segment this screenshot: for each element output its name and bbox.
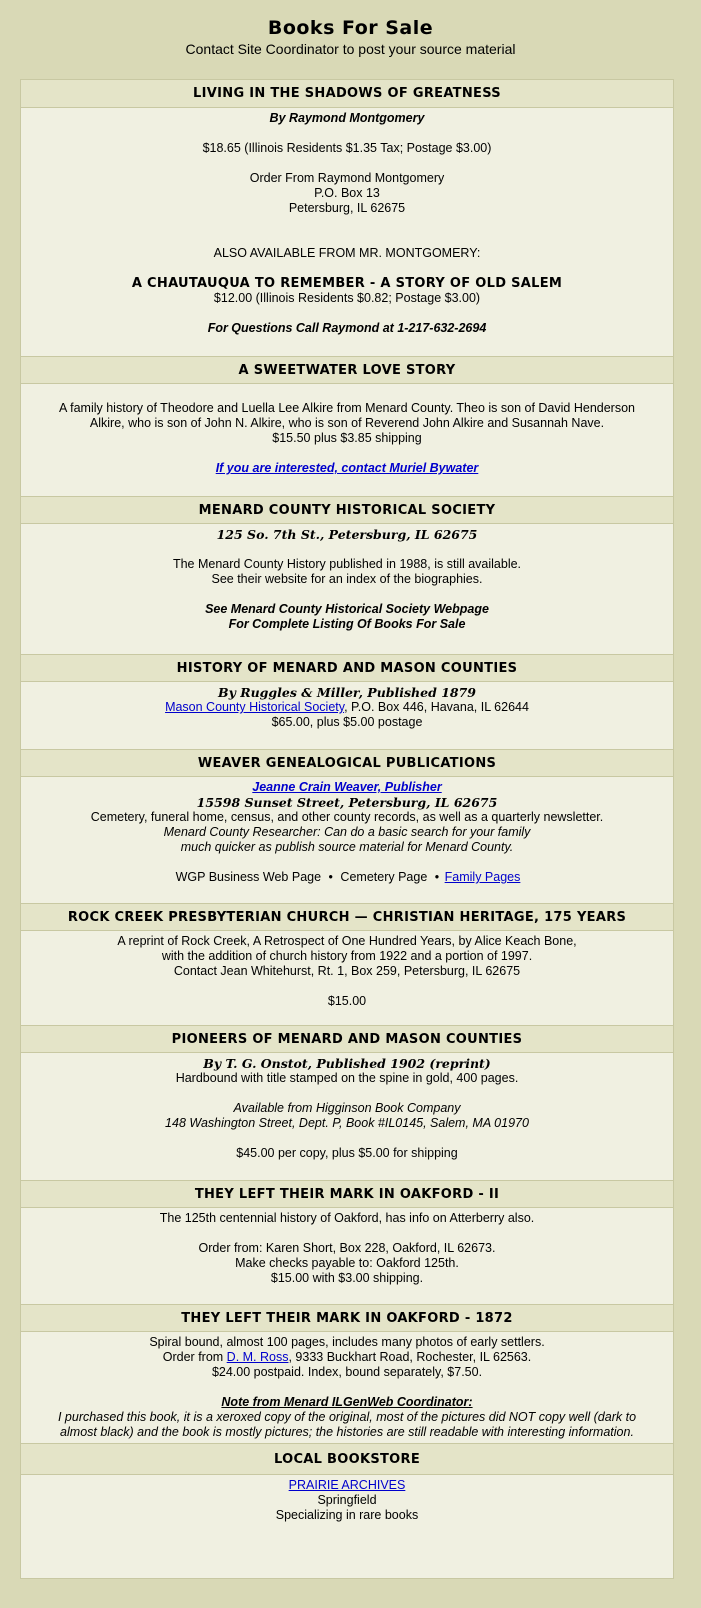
contact-muriel-link[interactable]: If you are interested, contact Muriel Bywater (215, 461, 479, 475)
section-heading-historical-society: MENARD COUNTY HISTORICAL SOCIETY (21, 496, 673, 524)
order-line: Petersburg, IL 62675 (288, 201, 406, 215)
order-line: $15.00 with $3.00 shipping. (270, 1271, 424, 1285)
price: $65.00, plus $5.00 postage (271, 715, 423, 729)
section-body-local-bookstore (21, 1475, 673, 1535)
bullet: • (434, 870, 440, 884)
section-body-rock-creek (21, 931, 673, 1025)
order-line: P.O. Box 13 (314, 186, 380, 200)
author: By Ruggles & Miller, Published 1879 (218, 685, 476, 700)
price: $24.00 postpaid. Index, bound separately, $7.50. (211, 1365, 483, 1379)
order-line: Order From Raymond Montgomery (249, 171, 445, 185)
section-heading-oakford-1872: THEY LEFT THEIR MARK IN OAKFORD - 1872 (21, 1304, 673, 1332)
description-line: much quicker as publish source material for Menard County. (180, 840, 514, 854)
cemetery-page-link[interactable]: Cemetery Page (340, 870, 428, 884)
section-body-history-menard-mason (21, 682, 673, 749)
section-body-sweetwater (21, 384, 673, 496)
wgp-business-page-link[interactable]: WGP Business Web Page (175, 870, 322, 884)
price: $12.00 (Illinois Residents $0.82; Postage $3.00) (213, 291, 481, 305)
society-address: , P.O. Box 446, Havana, IL 62644 (344, 700, 529, 714)
book-title: A CHAUTAUQUA TO REMEMBER - A STORY OF OLD SALEM (131, 276, 563, 291)
section-heading-living-in-shadows: LIVING IN THE SHADOWS OF GREATNESS (21, 80, 673, 108)
section-heading-history-menard-mason: HISTORY OF MENARD AND MASON COUNTIES (21, 654, 673, 682)
description-line: See their website for an index of the biographies. (211, 572, 483, 586)
page-title: Books For Sale (267, 17, 434, 39)
page-subtitle: Contact Site Coordinator to post your source material (185, 41, 516, 57)
books-table (20, 79, 674, 1579)
price: $15.50 plus $3.85 shipping (272, 431, 422, 445)
description-line: The Menard County History published in 1988, is still available. (172, 557, 522, 571)
section-heading-rock-creek: ROCK CREEK PRESBYTERIAN CHURCH — CHRISTIAN HERITAGE, 175 YEARS (21, 903, 673, 931)
bookstore-description: Specializing in rare books (275, 1508, 419, 1522)
availability-line: Available from Higginson Book Company (233, 1101, 461, 1115)
price: $18.65 (Illinois Residents $1.35 Tax; Postage $3.00) (202, 141, 492, 155)
prairie-archives-link[interactable]: PRAIRIE ARCHIVES (288, 1478, 406, 1492)
section-heading-weaver: WEAVER GENEALOGICAL PUBLICATIONS (21, 749, 673, 777)
section-body-oakford-ii (21, 1208, 673, 1304)
description-line: Cemetery, funeral home, census, and other county records, as well as a quarterly newsletter. (90, 810, 604, 824)
see-webpage-line: See Menard County Historical Society Webpage (205, 602, 489, 616)
section-heading-oakford-ii: THEY LEFT THEIR MARK IN OAKFORD - II (21, 1180, 673, 1208)
dm-ross-link[interactable]: D. M. Ross (226, 1350, 289, 1364)
bullet: • (328, 870, 333, 884)
weaver-links-row (21, 870, 673, 885)
description-line: Alkire, who is son of John N. Alkire, who is son of Reverend John Alkire and Susannah Nave. (89, 416, 605, 430)
description-line: Hardbound with title stamped on the spine in gold, 400 pages. (175, 1071, 519, 1085)
section-body-weaver (21, 777, 673, 903)
bookstore-city: Springfield (317, 1493, 377, 1507)
description-line: A family history of Theodore and Luella Lee Alkire from Menard County. Theo is son of David Henderson (58, 401, 635, 415)
description-line: Contact Jean Whitehurst, Rt. 1, Box 259, Petersburg, IL 62675 (173, 964, 521, 978)
coordinator-note-heading: Note from Menard ILGenWeb Coordinator: (221, 1395, 473, 1409)
section-heading-sweetwater: A SWEETWATER LOVE STORY (21, 356, 673, 384)
section-heading-pioneers: PIONEERS OF MENARD AND MASON COUNTIES (21, 1025, 673, 1053)
availability-line: 148 Washington Street, Dept. P, Book #IL0145, Salem, MA 01970 (165, 1116, 529, 1130)
description-line: The 125th centennial history of Oakford, has info on Atterberry also. (159, 1211, 535, 1225)
section-body-living-in-shadows (21, 108, 673, 356)
order-prefix: Order from (162, 1350, 227, 1364)
address: 15598 Sunset Street, Petersburg, IL 62675 (196, 795, 498, 810)
description-line: Menard County Researcher: Can do a basic search for your family (163, 825, 531, 839)
see-webpage-line: For Complete Listing Of Books For Sale (228, 617, 466, 631)
also-available: ALSO AVAILABLE FROM MR. MONTGOMERY: (213, 246, 481, 260)
order-line: Order from: Karen Short, Box 228, Oakford, IL 62673. (198, 1241, 496, 1255)
coordinator-note-line: almost black) and the book is mostly pictures; the histories are still readable with interesting information. (60, 1425, 634, 1439)
section-body-pioneers (21, 1053, 673, 1180)
author: By T. G. Onstot, Published 1902 (reprint) (203, 1056, 491, 1071)
family-pages-link[interactable]: Family Pages (444, 870, 521, 884)
coordinator-note-line: I purchased this book, it is a xeroxed copy of the original, most of the pictures did NOT copy well (dark to (57, 1410, 637, 1424)
section-heading-local-bookstore: LOCAL BOOKSTORE (21, 1443, 673, 1475)
price: $15.00 (327, 994, 367, 1008)
author: By Raymond Montgomery (269, 111, 425, 125)
description-line: Spiral bound, almost 100 pages, includes many photos of early settlers. (149, 1335, 545, 1349)
price: $45.00 per copy, plus $5.00 for shipping (236, 1146, 458, 1160)
description-line: with the addition of church history from 1922 and a portion of 1997. (161, 949, 533, 963)
page-header (0, 0, 701, 60)
address: 125 So. 7th St., Petersburg, IL 62675 (216, 527, 478, 542)
weaver-publisher-link[interactable]: Jeanne Crain Weaver, Publisher (252, 780, 442, 794)
section-body-oakford-1872 (21, 1332, 673, 1443)
description-line: A reprint of Rock Creek, A Retrospect of One Hundred Years, by Alice Keach Bone, (117, 934, 577, 948)
mason-county-society-link[interactable]: Mason County Historical Society (165, 700, 345, 714)
order-line: Make checks payable to: Oakford 125th. (235, 1256, 459, 1270)
questions-line: For Questions Call Raymond at 1-217-632-2694 (207, 321, 487, 335)
order-address: , 9333 Buckhart Road, Rochester, IL 62563. (288, 1350, 532, 1364)
section-body-historical-society (21, 524, 673, 654)
